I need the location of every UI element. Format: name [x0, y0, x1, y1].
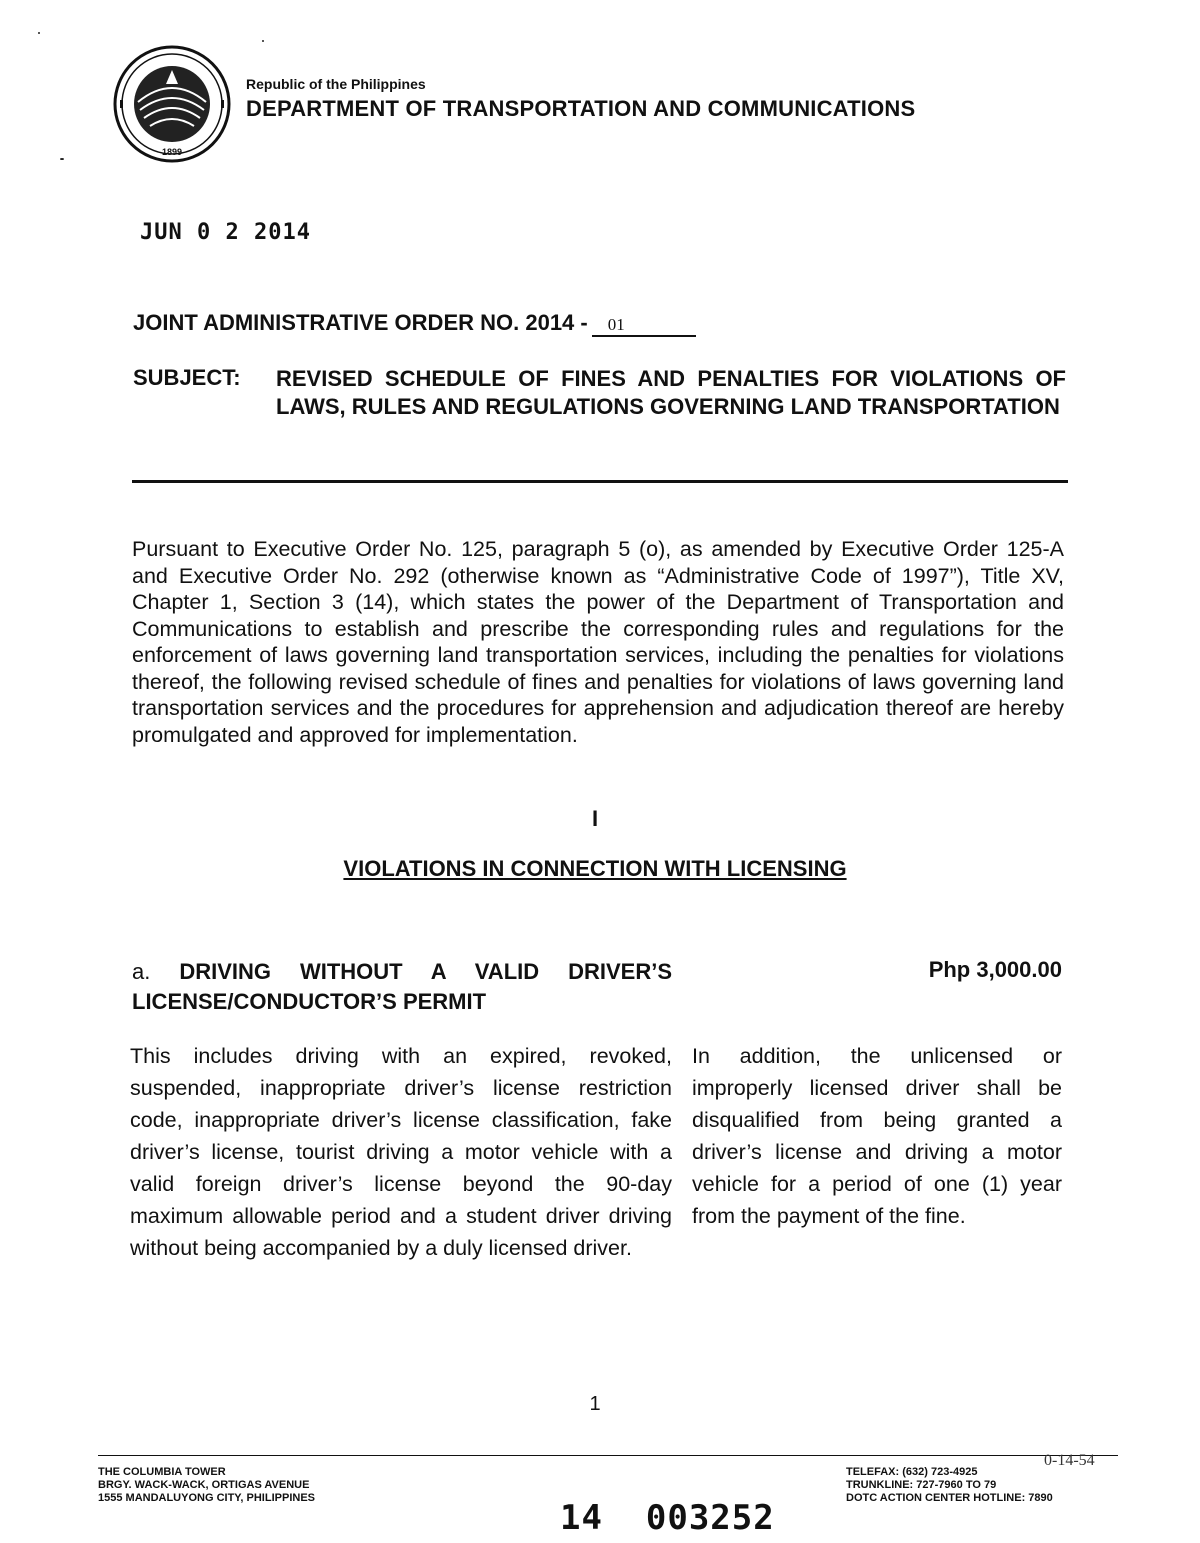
trunkline: TRUNKLINE: 727-7960 TO 79: [846, 1479, 997, 1491]
subject-text: REVISED SCHEDULE OF FINES AND PENALTIES FOR VIOLATIONS OF LAWS, RULES AND REGULATIONS GOVERNING LAND TRANSPORTATION: [276, 366, 1066, 419]
address-line: BRGY. WACK-WACK, ORTIGAS AVENUE: [98, 1479, 310, 1491]
subject-label: SUBJECT:: [133, 365, 241, 390]
section-number: I: [591, 806, 599, 831]
order-heading: [133, 310, 696, 337]
hotline: DOTC ACTION CENTER HOTLINE: 7890: [846, 1492, 1053, 1504]
violation-title-line2: LICENSE/CONDUCTOR’S PERMIT: [132, 989, 487, 1014]
telefax: TELEFAX: (632) 723-4925: [846, 1466, 978, 1478]
seal-year: 1899: [161, 147, 183, 157]
dotc-seal-icon: [112, 44, 232, 164]
page-number: 1: [589, 1393, 601, 1415]
footer-contacts: [846, 1466, 1053, 1505]
department-name: DEPARTMENT OF TRANSPORTATION AND COMMUNICATIONS: [246, 96, 916, 121]
intro-paragraph: Pursuant to Executive Order No. 125, paragraph 5 (o), as amended by Executive Order 125-A and Executive Order No. 292 (otherwise known as “Administrative Code of 1997”), Title XV, Chapter 1, Section 3 (14), which states the power of the Department of Transportation and Communications to establish and prescribe the corresponding rules and regulations for the enforcement of laws governing land transportation services, including the penalties for violations thereof, the following revised schedule of fines and penalties for violations of laws governing land transportation services and the procedures for apprehension and adjudication thereof are hereby promulgated and approved for implementation.: [132, 537, 1064, 747]
footer-address: [98, 1466, 315, 1505]
violation-description: This includes driving with an expired, revoked, suspended, inappropriate driver’s license restriction code, inappropriate driver’s license classification, fake driver’s license, tourist driving a motor vehicle with a valid foreign driver’s license beyond the 90-day maximum allowable period and a student driver driving without being accompanied by a duly licensed driver.: [130, 1044, 672, 1260]
address-line: THE COLUMBIA TOWER: [98, 1466, 226, 1478]
address-line: 1555 MANDALUYONG CITY, PHILIPPINES: [98, 1492, 315, 1504]
violation-fine: Php 3,000.00: [928, 957, 1062, 982]
violation-label: a.: [132, 959, 151, 984]
republic-label: Republic of the Philippines: [246, 76, 426, 92]
violation-additional-penalty: In addition, the unlicensed or improperly licensed driver shall be disqualified from being granted a driver’s license and driving a motor vehicle for a period of one (1) year from the payment of the fine.: [692, 1044, 1062, 1228]
scan-speck: [60, 158, 64, 160]
scan-speck: [262, 40, 264, 42]
order-label: JOINT ADMINISTRATIVE ORDER NO. 2014 -: [133, 310, 588, 335]
handwritten-reference: 0-14-54: [1044, 1452, 1095, 1469]
section-title: VIOLATIONS IN CONNECTION WITH LICENSING: [343, 856, 847, 881]
violation-title: [132, 957, 672, 1017]
order-number: 01: [592, 315, 696, 337]
scan-speck: [38, 32, 40, 34]
date-stamp: JUN 0 2 2014: [140, 220, 311, 245]
document-number: 14 003252: [560, 1498, 775, 1538]
divider: [132, 480, 1068, 483]
footer-divider: [98, 1455, 1118, 1456]
violation-title-line1: DRIVING WITHOUT A VALID DRIVER’S: [179, 959, 672, 984]
